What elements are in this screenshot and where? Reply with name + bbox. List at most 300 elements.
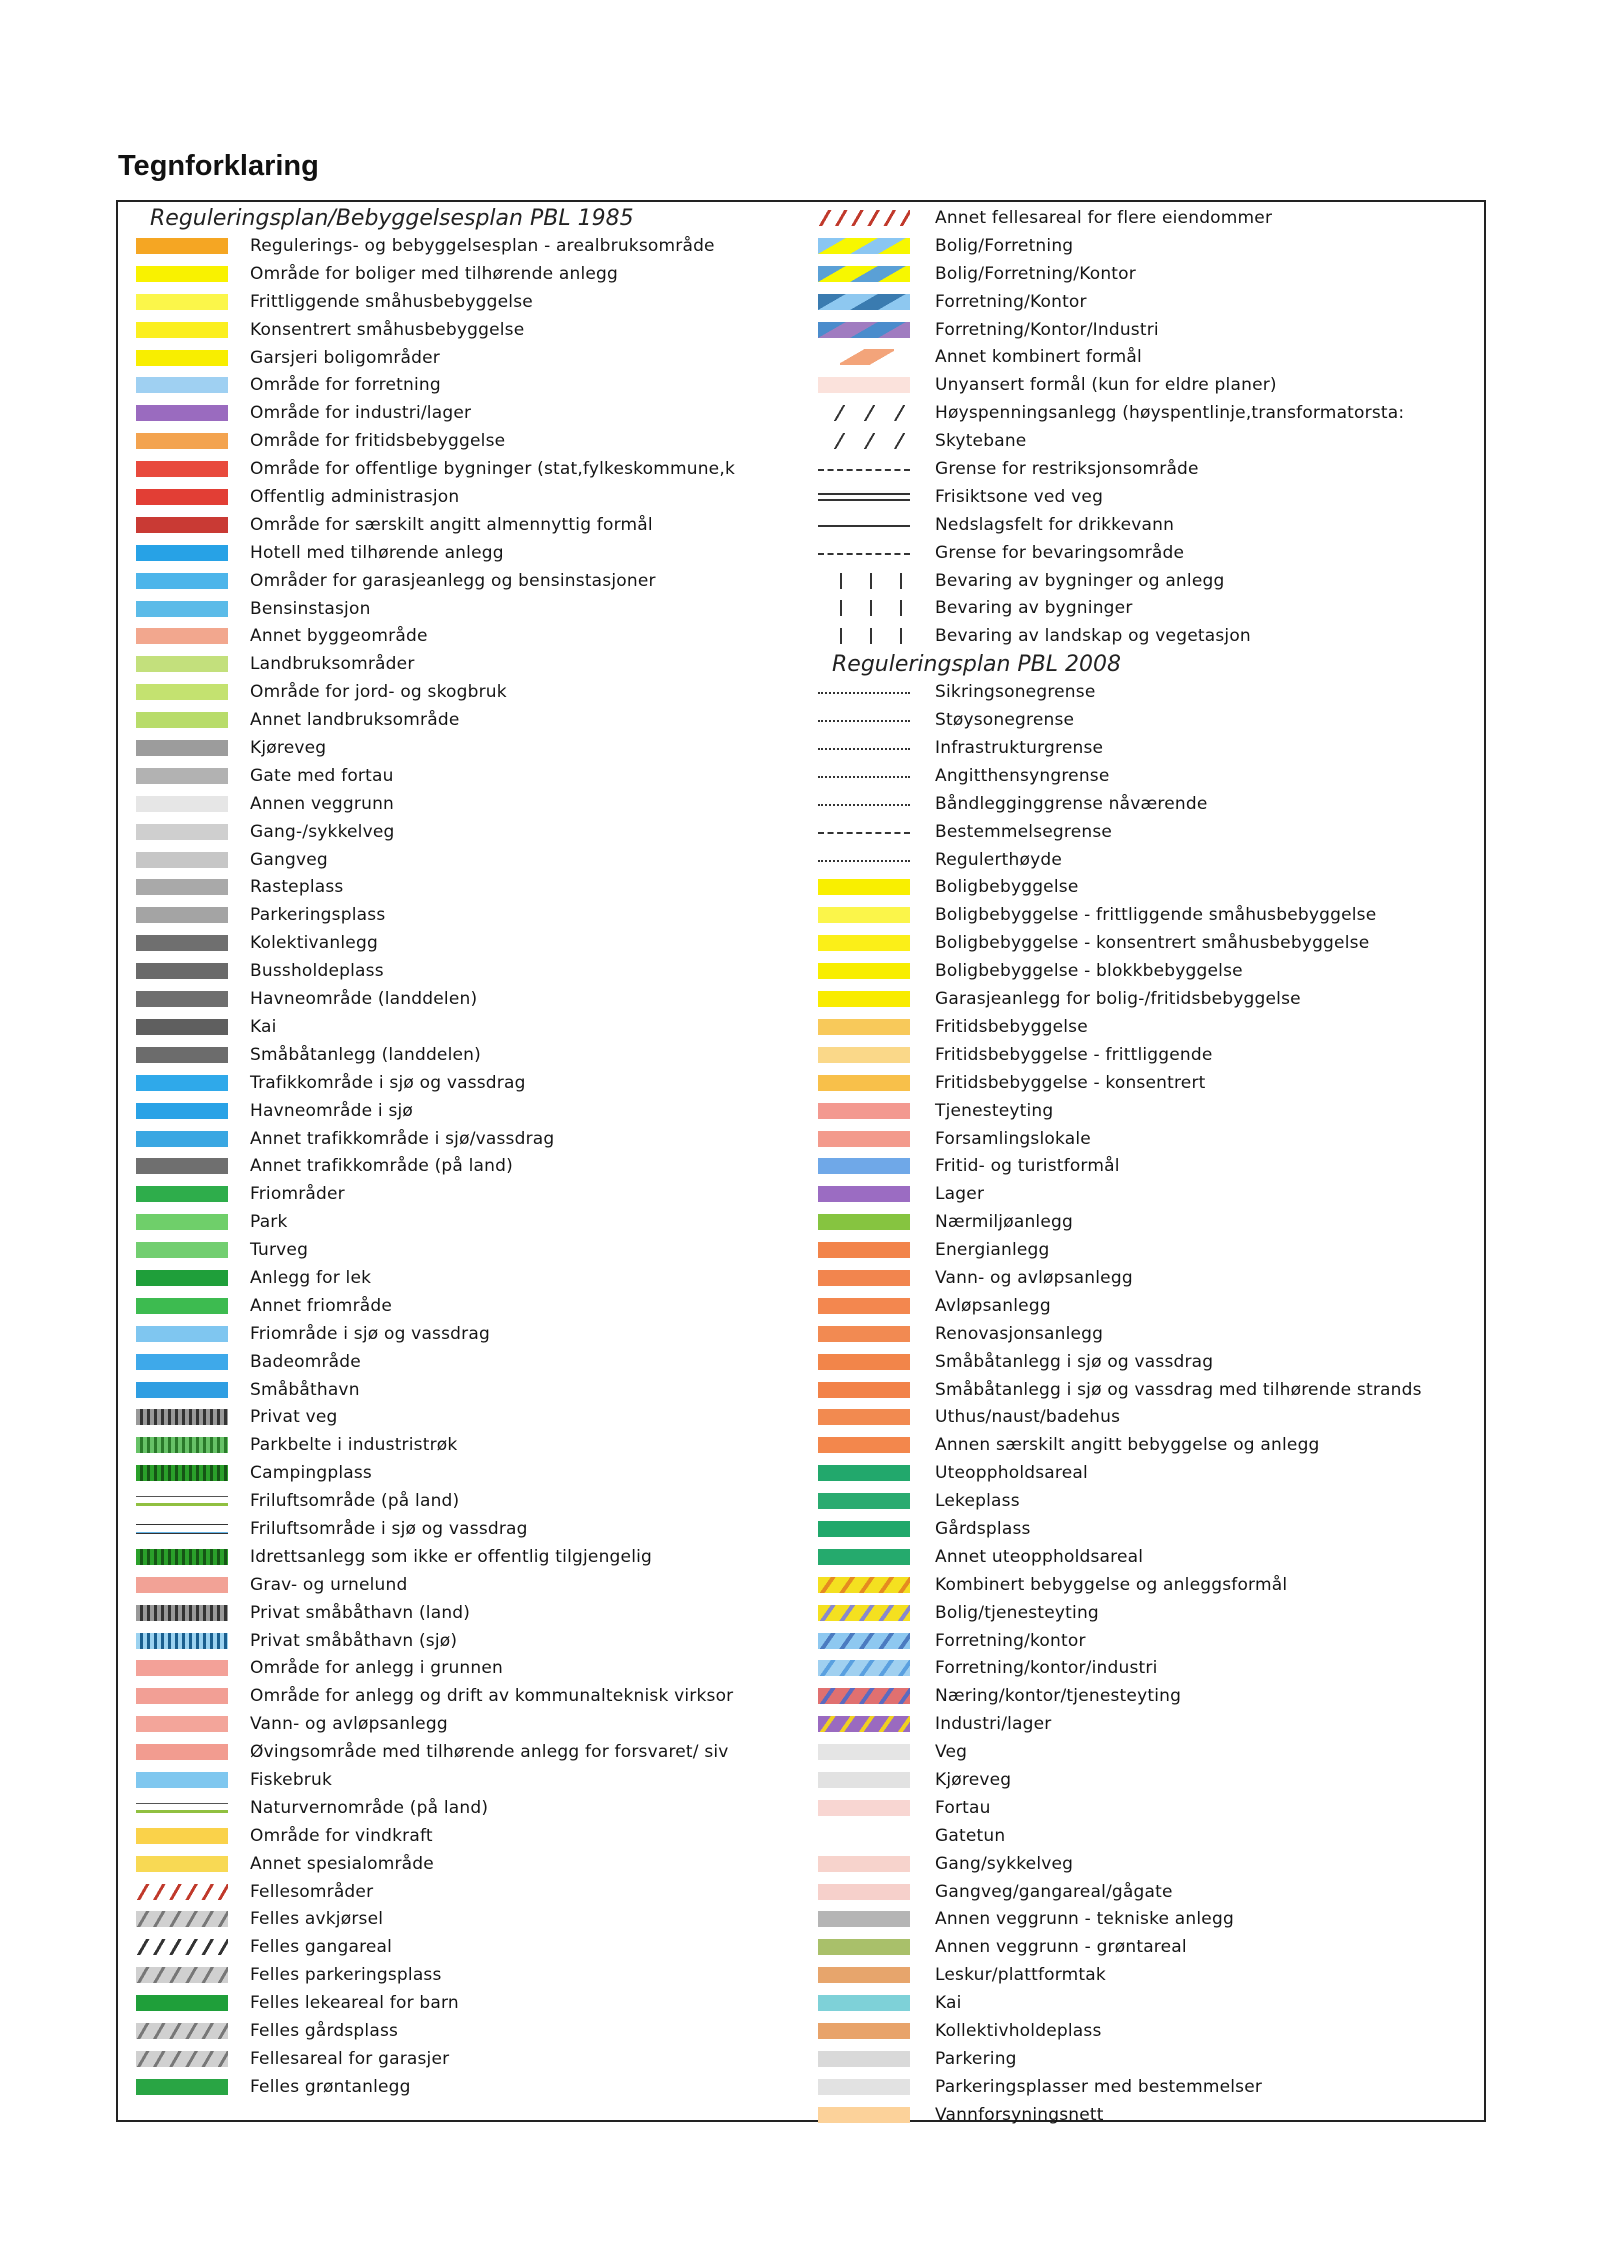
legend-label: Felles parkeringsplass	[250, 1965, 442, 1986]
legend-item	[800, 1125, 1482, 1153]
legend-item	[118, 260, 800, 288]
legend-swatch	[136, 1744, 228, 1760]
legend-label: Felles gangareal	[250, 1937, 393, 1958]
legend-item	[118, 1599, 800, 1627]
legend-item	[800, 1543, 1482, 1571]
legend-label: Gang/sykkelveg	[935, 1853, 1074, 1874]
legend-swatch	[818, 600, 910, 616]
legend-swatch	[136, 1326, 228, 1342]
legend-swatch	[136, 1967, 228, 1983]
legend-item	[800, 1627, 1482, 1655]
legend-label: Badeområde	[250, 1351, 361, 1372]
legend-item	[800, 567, 1482, 595]
legend-swatch	[136, 1270, 228, 1286]
legend-label: Område for fritidsbebyggelse	[250, 431, 506, 452]
legend-item	[118, 1041, 800, 1069]
legend-swatch	[136, 1803, 228, 1813]
legend-item	[118, 1376, 800, 1404]
legend-label: Bolig/Forretning	[935, 235, 1074, 256]
legend-label: Boligbebyggelse - frittliggende småhusbebyggelse	[935, 905, 1377, 926]
legend-item	[800, 1933, 1482, 1961]
legend-label: Boligbebyggelse	[935, 877, 1079, 898]
legend-swatch	[818, 1549, 910, 1565]
legend-label: Kombinert bebyggelse og anleggsformål	[935, 1574, 1288, 1595]
page-heading: Tegnforklaring	[118, 150, 319, 182]
legend-swatch	[818, 1660, 910, 1676]
legend-item	[118, 622, 800, 650]
legend-item	[118, 1989, 800, 2017]
legend-label: Regulerthøyde	[935, 849, 1062, 870]
legend-item	[800, 539, 1482, 567]
legend-swatch	[818, 1437, 910, 1453]
legend-swatch	[136, 461, 228, 477]
legend-item	[118, 316, 800, 344]
legend-item	[800, 594, 1482, 622]
legend-item	[118, 399, 800, 427]
legend-label: Grav- og urnelund	[250, 1574, 408, 1595]
legend-label: Bussholdeplass	[250, 961, 384, 982]
legend-swatch	[818, 907, 910, 923]
legend-label: Gatetun	[935, 1825, 1006, 1846]
legend-item	[118, 1292, 800, 1320]
legend-swatch	[818, 573, 910, 589]
legend-swatch	[136, 377, 228, 393]
legend-label: Friluftsområde (på land)	[250, 1491, 460, 1512]
legend-label: Fellesområder	[250, 1881, 374, 1902]
legend-label: Annet kombinert formål	[935, 347, 1142, 368]
legend-label: Småbåthavn	[250, 1379, 360, 1400]
legend-label: Småbåtanlegg (landdelen)	[250, 1044, 481, 1065]
legend-item	[118, 1348, 800, 1376]
legend-item	[800, 1013, 1482, 1041]
legend-swatch	[818, 266, 910, 282]
legend-swatch	[818, 720, 910, 722]
legend-item	[800, 1403, 1482, 1431]
legend-item	[118, 1822, 800, 1850]
legend-label: Gate med fortau	[250, 765, 394, 786]
legend-item	[800, 204, 1482, 232]
legend-item	[118, 427, 800, 455]
legend-item	[800, 790, 1482, 818]
legend-label: Bolig/tjenesteyting	[935, 1602, 1099, 1623]
legend-item	[800, 1989, 1482, 2017]
legend-swatch	[818, 628, 910, 644]
legend-item	[800, 2101, 1482, 2129]
legend-swatch	[136, 1939, 228, 1955]
legend-swatch	[136, 1242, 228, 1258]
legend-item	[118, 288, 800, 316]
legend-label: Fellesareal for garasjer	[250, 2048, 450, 2069]
legend-label: Annet byggeområde	[250, 626, 428, 647]
legend-item	[800, 1459, 1482, 1487]
legend-swatch	[818, 377, 910, 393]
legend-swatch	[136, 684, 228, 700]
legend-item	[118, 1097, 800, 1125]
legend-label: Område for særskilt angitt almennyttig formål	[250, 514, 653, 535]
legend-label: Parkering	[935, 2048, 1017, 2069]
legend-label: Felles avkjørsel	[250, 1909, 384, 1930]
legend-item	[118, 1013, 800, 1041]
legend-item	[800, 399, 1482, 427]
legend-swatch	[136, 2051, 228, 2067]
legend-label: Område for forretning	[250, 375, 441, 396]
legend-item	[118, 650, 800, 678]
legend-label: Vann- og avløpsanlegg	[935, 1267, 1133, 1288]
legend-label: Bestemmelsegrense	[935, 821, 1113, 842]
legend-label: Trafikkområde i sjø og vassdrag	[250, 1072, 526, 1093]
legend-swatch	[136, 740, 228, 756]
legend-swatch	[136, 1884, 228, 1900]
legend-swatch	[818, 493, 910, 501]
legend-swatch	[818, 1856, 910, 1872]
legend-label: Garasjeanlegg for bolig-/fritidsbebyggelse	[935, 989, 1301, 1010]
legend-label: Rasteplass	[250, 877, 344, 898]
legend-swatch	[818, 1242, 910, 1258]
legend-swatch	[136, 963, 228, 979]
legend-swatch	[818, 860, 910, 862]
legend-swatch	[136, 322, 228, 338]
legend-item	[118, 1654, 800, 1682]
legend-label: Annet friområde	[250, 1295, 393, 1316]
legend-item	[800, 706, 1482, 734]
legend-label: Bevaring av landskap og vegetasjon	[935, 626, 1251, 647]
legend-label: Kjøreveg	[935, 1769, 1012, 1790]
legend-label: Naturvernområde (på land)	[250, 1797, 489, 1818]
legend-item	[800, 343, 1482, 371]
legend-item	[118, 344, 800, 372]
legend-label: Industri/lager	[935, 1714, 1052, 1735]
legend-swatch	[136, 656, 228, 672]
legend-swatch	[136, 350, 228, 366]
legend-swatch	[818, 1995, 910, 2011]
legend-swatch	[136, 712, 228, 728]
legend-item	[118, 455, 800, 483]
legend-label: Regulerings- og bebyggelsesplan - arealbruksområde	[250, 236, 715, 256]
legend-item	[800, 2045, 1482, 2073]
legend-item	[800, 1208, 1482, 1236]
legend-item	[118, 1933, 800, 1961]
legend-swatch	[136, 991, 228, 1007]
legend-swatch	[136, 2023, 228, 2039]
legend-swatch	[818, 1465, 910, 1481]
legend-label: Idrettsanlegg som ikke er offentlig tilgjengelig	[250, 1546, 653, 1567]
legend-item	[800, 288, 1482, 316]
legend-label: Lager	[935, 1184, 985, 1205]
legend-swatch	[136, 2079, 228, 2095]
legend-label: Parkbelte i industristrøk	[250, 1435, 458, 1456]
legend-label: Nedslagsfelt for drikkevann	[935, 514, 1175, 535]
legend-label: Campingplass	[250, 1463, 372, 1484]
legend-item	[118, 1208, 800, 1236]
legend-label: Konsentrert småhusbebyggelse	[250, 319, 525, 340]
legend-label: Avløpsanlegg	[935, 1295, 1051, 1316]
legend-item	[800, 1487, 1482, 1515]
legend-item	[118, 2045, 800, 2073]
legend-item	[118, 1125, 800, 1153]
legend-swatch	[136, 601, 228, 617]
legend-item	[800, 316, 1482, 344]
legend-swatch	[136, 489, 228, 505]
legend-item	[800, 1905, 1482, 1933]
legend-label: Område for vindkraft	[250, 1825, 433, 1846]
legend-label: Fritidsbebyggelse	[935, 1016, 1088, 1037]
legend-item	[118, 1515, 800, 1543]
legend-swatch	[136, 405, 228, 421]
legend-swatch	[136, 1716, 228, 1732]
legend-swatch	[136, 1075, 228, 1091]
legend-label: Fiskebruk	[250, 1769, 333, 1790]
legend-swatch	[818, 1047, 910, 1063]
legend-label: Frittliggende småhusbebyggelse	[250, 291, 533, 312]
legend-item	[800, 1738, 1482, 1766]
legend-item	[118, 818, 800, 846]
legend-item	[118, 901, 800, 929]
legend-label: Frisiktsone ved veg	[935, 486, 1104, 507]
legend-swatch	[818, 210, 910, 226]
legend-item	[800, 1599, 1482, 1627]
legend-label: Tjenesteyting	[935, 1100, 1054, 1121]
legend-label: Annet fellesareal for flere eiendommer	[935, 208, 1273, 228]
legend-item	[118, 595, 800, 623]
legend-swatch	[818, 1605, 910, 1621]
legend-item	[800, 371, 1482, 399]
legend-label: Annen særskilt angitt bebyggelse og anlegg	[935, 1435, 1320, 1456]
legend-item	[118, 1738, 800, 1766]
legend-swatch	[136, 1019, 228, 1035]
legend-label: Annet trafikkområde (på land)	[250, 1156, 513, 1177]
legend-item	[800, 901, 1482, 929]
legend-swatch	[136, 1298, 228, 1314]
legend-label: Parkeringsplasser med bestemmelser	[935, 2076, 1263, 2097]
legend-item	[118, 678, 800, 706]
legend-item	[118, 1459, 800, 1487]
legend-label: Bolig/Forretning/Kontor	[935, 263, 1136, 284]
legend-label: Annen veggrunn - tekniske anlegg	[935, 1909, 1234, 1930]
legend-swatch	[136, 1158, 228, 1174]
legend-item	[800, 622, 1482, 650]
legend-label: Vann- og avløpsanlegg	[250, 1714, 448, 1735]
legend-swatch	[818, 525, 910, 527]
legend-item	[800, 1654, 1482, 1682]
legend-swatch	[818, 294, 910, 310]
legend-item	[118, 985, 800, 1013]
legend-swatch	[136, 768, 228, 784]
legend-label: Kai	[250, 1016, 277, 1037]
legend-column-right	[800, 204, 1482, 2129]
legend-swatch	[818, 2023, 910, 2039]
legend-swatch	[818, 1911, 910, 1927]
legend-column-left	[118, 204, 800, 2101]
legend-swatch	[136, 1214, 228, 1230]
legend-section-header	[800, 650, 1482, 678]
legend-swatch	[136, 1409, 228, 1425]
legend-item	[118, 539, 800, 567]
legend-label: Forretning/Kontor/Industri	[935, 319, 1159, 340]
legend-label: Annen veggrunn - grøntareal	[935, 1937, 1187, 1958]
legend-label: Anlegg for lek	[250, 1267, 372, 1288]
legend-swatch	[136, 1577, 228, 1593]
legend-swatch	[818, 1354, 910, 1370]
legend-item	[118, 706, 800, 734]
legend-swatch	[818, 692, 910, 694]
legend-label: Privat småbåthavn (sjø)	[250, 1630, 458, 1651]
legend-item	[800, 1041, 1482, 1069]
legend-label: Parkeringsplass	[250, 905, 386, 926]
legend-swatch	[818, 804, 910, 806]
legend-label: Park	[250, 1212, 288, 1233]
legend-item	[118, 1850, 800, 1878]
legend-item	[118, 929, 800, 957]
legend-label: Fritidsbebyggelse - frittliggende	[935, 1044, 1213, 1065]
legend-swatch	[818, 1409, 910, 1425]
legend-item	[800, 455, 1482, 483]
legend-label: Angitthensyngrense	[935, 765, 1110, 786]
legend-item	[800, 1571, 1482, 1599]
legend-swatch	[136, 1496, 228, 1506]
legend-swatch	[136, 1660, 228, 1676]
legend-item	[800, 1766, 1482, 1794]
legend-label: Boligbebyggelse - konsentrert småhusbebyggelse	[935, 933, 1370, 954]
legend-item	[118, 846, 800, 874]
legend-swatch	[818, 553, 910, 555]
legend-label: Båndlegginggrense nåværende	[935, 793, 1208, 814]
legend-item	[800, 1515, 1482, 1543]
legend-item	[800, 818, 1482, 846]
legend-label: Fritidsbebyggelse - konsentrert	[935, 1072, 1206, 1093]
legend-swatch	[136, 935, 228, 951]
legend-swatch	[818, 1744, 910, 1760]
legend-label: Infrastrukturgrense	[935, 738, 1104, 759]
legend-item	[118, 1766, 800, 1794]
legend-item	[118, 1264, 800, 1292]
legend-swatch	[136, 1772, 228, 1788]
legend-swatch	[818, 832, 910, 834]
legend-item	[118, 2073, 800, 2101]
legend-item	[800, 734, 1482, 762]
legend-swatch	[136, 1103, 228, 1119]
legend-swatch	[136, 852, 228, 868]
legend-swatch	[818, 1214, 910, 1230]
legend-swatch	[136, 1633, 228, 1649]
legend-swatch	[818, 1326, 910, 1342]
legend-item	[118, 483, 800, 511]
legend-item	[800, 1264, 1482, 1292]
legend-item	[800, 678, 1482, 706]
legend-swatch	[136, 796, 228, 812]
legend-label: Nærmiljøanlegg	[935, 1212, 1073, 1233]
legend-swatch	[818, 433, 910, 449]
legend-swatch	[818, 1075, 910, 1091]
legend-swatch	[136, 1437, 228, 1453]
legend-label: Småbåtanlegg i sjø og vassdrag med tilhørende strands	[935, 1379, 1422, 1400]
legend-swatch	[818, 238, 910, 254]
legend-item	[800, 1376, 1482, 1404]
legend-item	[800, 1961, 1482, 1989]
legend-item	[800, 1850, 1482, 1878]
legend-swatch	[136, 1605, 228, 1621]
legend-label: Bensinstasjon	[250, 598, 371, 619]
legend-label: Boligbebyggelse - blokkbebyggelse	[935, 961, 1243, 982]
legend-label: Annet uteoppholdsareal	[935, 1546, 1144, 1567]
legend-swatch	[136, 1911, 228, 1927]
legend-swatch	[136, 1465, 228, 1481]
legend-swatch	[818, 963, 910, 979]
legend-swatch	[818, 776, 910, 778]
legend-swatch	[818, 1270, 910, 1286]
legend-item	[118, 1543, 800, 1571]
legend-label: Privat veg	[250, 1407, 338, 1428]
legend-swatch	[818, 991, 910, 1007]
legend-swatch	[136, 545, 228, 561]
legend-item	[800, 1236, 1482, 1264]
legend-swatch	[818, 1828, 910, 1844]
legend-item	[118, 734, 800, 762]
legend-swatch	[818, 1158, 910, 1174]
legend-item	[118, 371, 800, 399]
legend-label: Kollektivholdeplass	[935, 2021, 1102, 2041]
legend-item	[118, 1710, 800, 1738]
legend-item	[800, 232, 1482, 260]
legend-label: Leskur/plattformtak	[935, 1965, 1106, 1986]
legend-label: Havneområde (landdelen)	[250, 989, 478, 1010]
legend-item	[800, 1320, 1482, 1348]
legend-label: Småbåtanlegg i sjø og vassdrag	[935, 1351, 1214, 1372]
legend-label: Gangveg/gangareal/gågate	[935, 1881, 1173, 1902]
legend-item	[118, 1236, 800, 1264]
legend-swatch	[818, 935, 910, 951]
legend-swatch	[818, 405, 910, 421]
legend-label: Skytebane	[935, 431, 1027, 452]
legend-label: Område for anlegg i grunnen	[250, 1658, 504, 1679]
legend-swatch	[818, 1939, 910, 1955]
legend-label: Annen veggrunn	[250, 793, 395, 814]
legend-swatch	[818, 1298, 910, 1314]
legend-item	[800, 260, 1482, 288]
legend-swatch	[818, 1103, 910, 1119]
legend-label: Friområde i sjø og vassdrag	[250, 1323, 490, 1344]
legend-swatch	[136, 1047, 228, 1063]
legend-item	[118, 1403, 800, 1431]
legend-swatch	[818, 2079, 910, 2095]
legend-item	[800, 762, 1482, 790]
legend-swatch	[136, 1856, 228, 1872]
legend-label: Grense for bevaringsområde	[935, 542, 1185, 563]
legend-item	[800, 873, 1482, 901]
legend-item	[118, 762, 800, 790]
section-title-pbl-2008: Reguleringsplan PBL 2008	[832, 652, 1121, 678]
legend-swatch	[818, 1577, 910, 1593]
legend-swatch	[136, 266, 228, 282]
legend-label: Forsamlingslokale	[935, 1128, 1091, 1149]
legend-swatch	[818, 1131, 910, 1147]
legend-swatch	[136, 879, 228, 895]
legend-item	[800, 985, 1482, 1013]
legend-label: Veg	[935, 1742, 968, 1763]
legend-item	[800, 1878, 1482, 1906]
legend-swatch	[136, 1524, 228, 1534]
legend-label: Uteoppholdsareal	[935, 1463, 1088, 1484]
legend-label: Annet spesialområde	[250, 1853, 434, 1874]
legend-label: Område for anlegg og drift av kommunalteknisk virksor	[250, 1686, 734, 1707]
legend-label: Felles lekeareal for barn	[250, 1993, 459, 2014]
legend-item	[118, 1794, 800, 1822]
legend-swatch	[818, 2107, 910, 2123]
legend-item	[800, 1794, 1482, 1822]
legend-label: Hotell med tilhørende anlegg	[250, 542, 504, 563]
legend-swatch	[136, 628, 228, 644]
legend-label: Område for offentlige bygninger (stat,fylkeskommune,k	[250, 459, 735, 480]
legend-swatch	[818, 322, 910, 338]
